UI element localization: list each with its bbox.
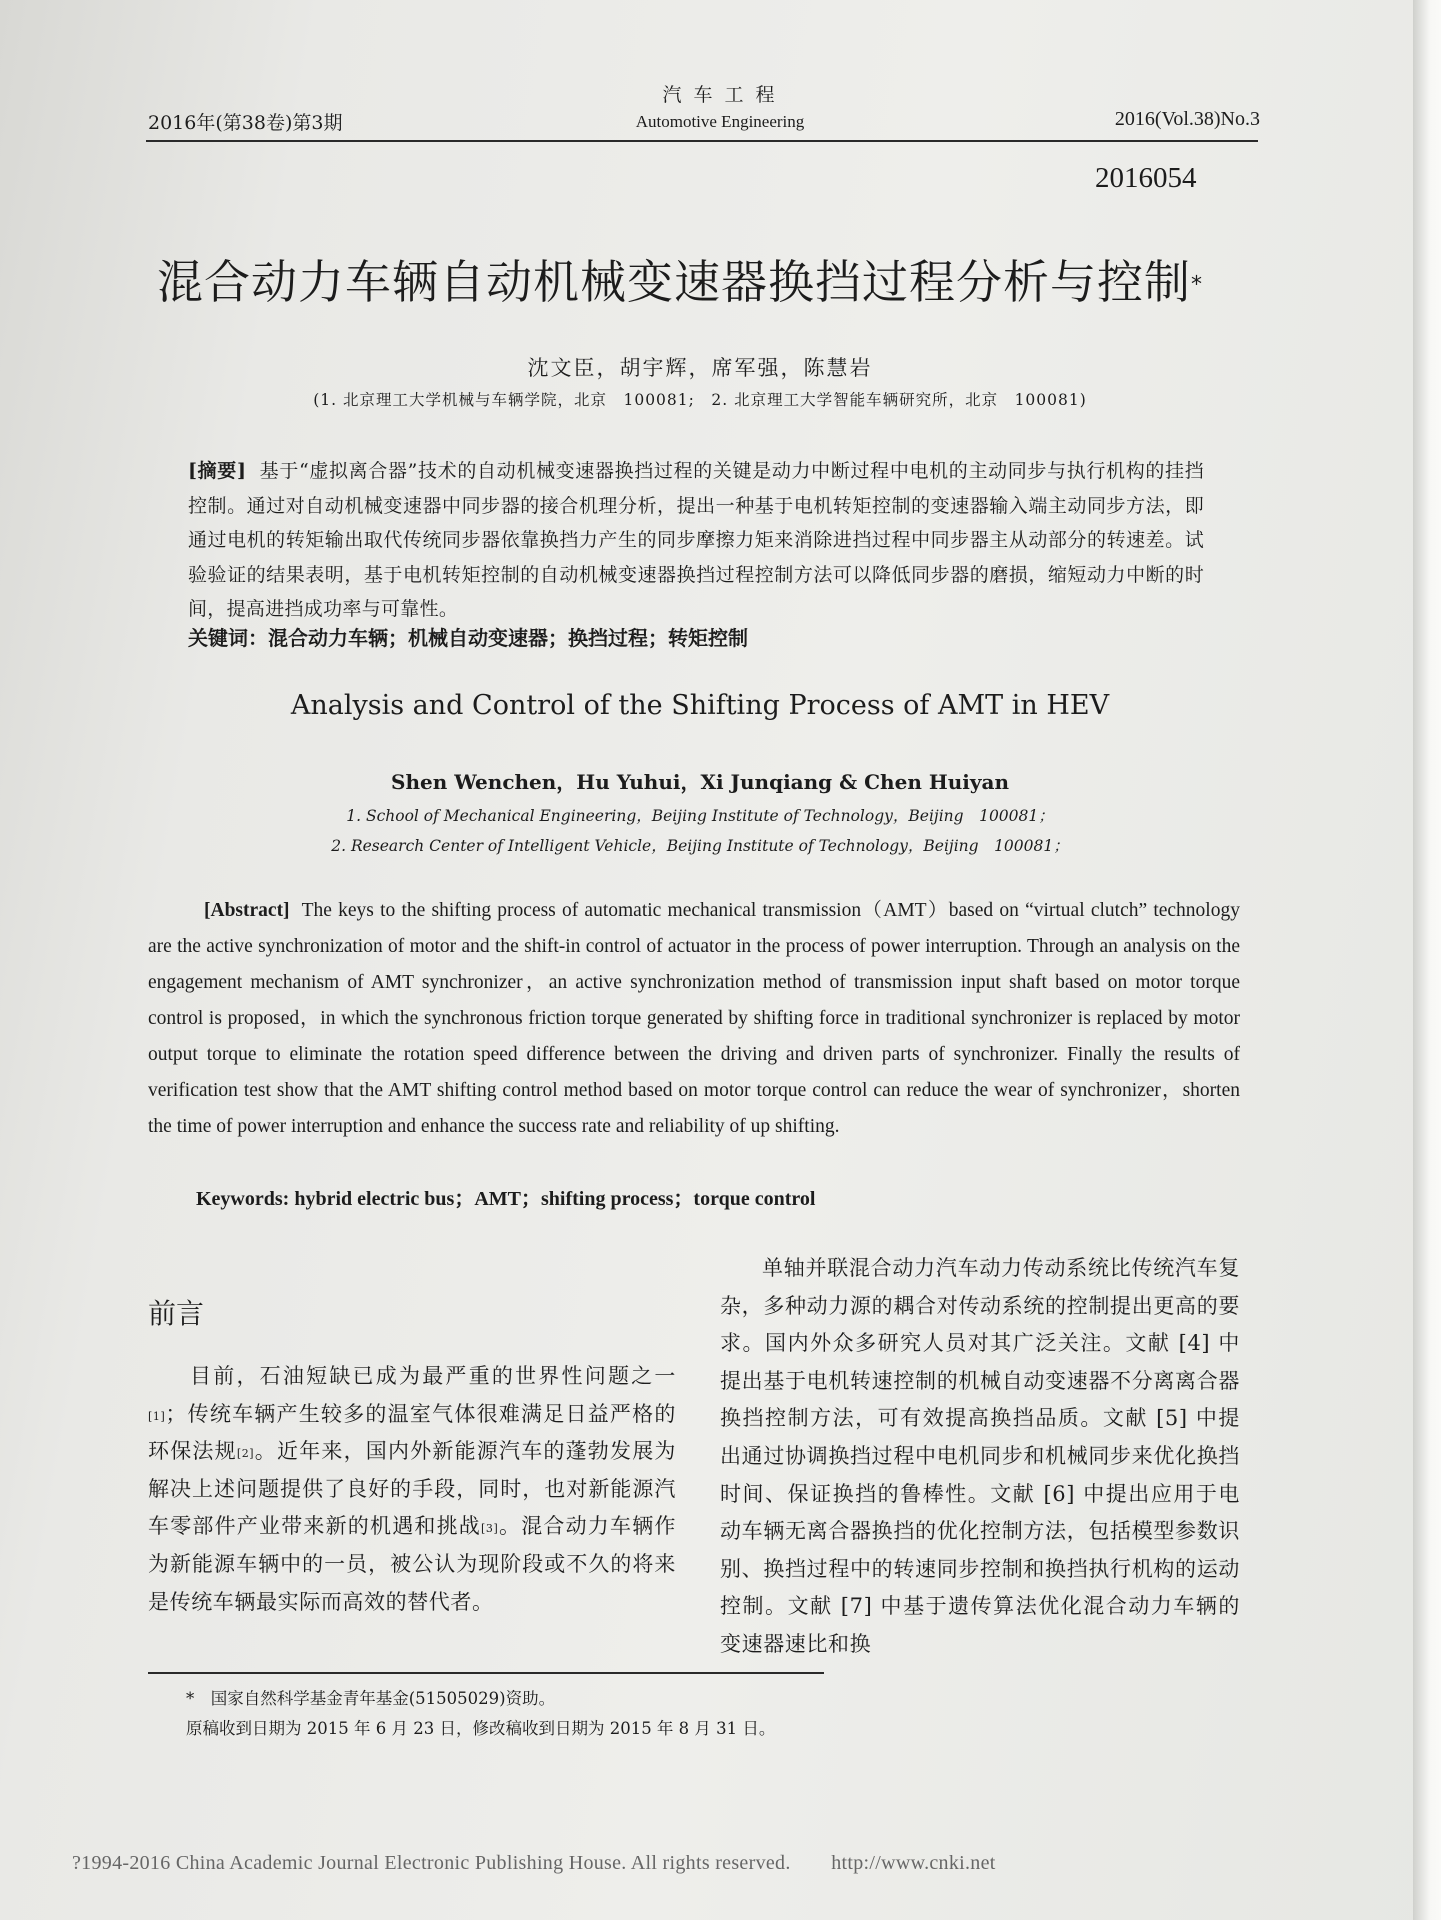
left-text-2: ；传统车辆产生较多的温室气体很难满足日益严格的环保法规 [148, 1401, 676, 1464]
section-title: 前言 [148, 1297, 205, 1330]
affiliation-en-2: 2. Research Center of Intelligent Vehicle，Beijing Institute of Technology，Beijing 100081； [331, 837, 1069, 855]
left-text-1: 目前，石油短缺已成为最严重的世界性问题之一 [190, 1364, 676, 1388]
header-journal-cn: 汽 车 工 程 [662, 84, 778, 106]
affiliation-en-1: 1. School of Mechanical Engineering，Beijing Institute of Technology，Beijing 100081； [346, 807, 1054, 825]
ref-3: [3] [481, 1522, 499, 1536]
header-issue-cn: 2016年(第38卷)第3期 [148, 112, 343, 134]
footnote-rule [148, 1672, 824, 1674]
left-text-3: 。近年来，国内外新能源汽车的蓬勃发展为解决上述问题提供了良好的手段，同时，也对新能源汽车零部件产业带来新的机遇和挑战 [148, 1439, 676, 1539]
keywords-cn-label: 关键词： [188, 626, 268, 650]
abstract-cn-text: 基于“虚拟离合器”技术的自动机械变速器换挡过程的关键是动力中断过程中电机的主动同步与执行机构的挂挡控制。通过对自动机械变速器中同步器的接合机理分析，提出一种基于电机转矩控制的变速器输入端主动同步方法，即通过电机的转矩输出取代传统同步器依靠换挡力产生的同步摩擦力矩来消除进挡过程中同步器主从动部分的转速差。试验验证的结果表明，基于电机转矩控制的自动机械变速器换挡过程控制方法可以降低同步器的磨损，缩短动力中断的时间，提高进挡成功率与可靠性。 [188, 460, 1204, 620]
footnote-fund: * 国家自然科学基金青年基金(51505029)资助。 [186, 1689, 556, 1708]
title-footnote-mark: * [1191, 272, 1203, 298]
abstract-en [148, 893, 1240, 1145]
keywords-en [196, 1182, 1236, 1211]
right-column-text: 单轴并联混合动力汽车动力传动系统比传统汽车复杂，多种动力源的耦合对传动系统的控制提出更高的要求。国内外众多研究人员对其广泛关注。文献 [4] 中提出基于电机转速控制的机械自动变速器不分离离合器换挡控制方法，可有效提高换挡品质。文献 [5] 中提出通过协调换挡过程中电机同步和机械同步来优化换挡时间、保证换挡的鲁棒性。文献 [6] 中提出应用于电动车辆无离合器换挡的优化控制方法，包括模型参数识别、换挡过程中的转速同步控制和换挡执行机构的运动控制。文献 [7] 中基于遗传算法优化混合动力车辆的变速器速比和换 [720, 1256, 1240, 1656]
page-edge-shadow [1413, 0, 1441, 1920]
abstract-en-label: [Abstract] [204, 900, 290, 921]
keywords-en-label: Keywords [196, 1188, 283, 1210]
footnote-dates: 原稿收到日期为 2015 年 6 月 23 日，修改稿收到日期为 2015 年 8 月 31 日。 [186, 1719, 776, 1738]
left-column-text [148, 1358, 676, 1621]
copyright-footer: ?1994-2016 China Academic Journal Electronic Publishing House. All rights reserved. http://www.cnki.net [72, 1852, 996, 1874]
title-en: Analysis and Control of the Shifting Process of AMT in HEV [290, 690, 1110, 721]
authors-en: Shen Wenchen，Hu Yuhui，Xi Junqiang & Chen Huiyan [391, 770, 1009, 794]
authors-cn: 沈文臣，胡宇辉，席军强，陈慧岩 [527, 356, 873, 380]
abstract-cn-label: [摘要] [188, 460, 247, 482]
affiliations-cn: (1. 北京理工大学机械与车辆学院，北京 100081; 2. 北京理工大学智能车辆研究所，北京 100081) [313, 391, 1087, 409]
keywords-en-text: : hybrid electric bus；AMT；shifting process；torque control [282, 1188, 816, 1210]
header-rule [146, 140, 1258, 142]
keywords-cn-text: 混合动力车辆；机械自动变速器；换挡过程；转矩控制 [268, 626, 748, 650]
abstract-en-text: The keys to the shifting process of automatic mechanical transmission（AMT）based on “virtual clutch” technology are the active synchronization of motor and the shift-in control of actuator in the process of power interruption. Through an analysis on the engagement mechanism of AMT synchronizer，an active synchronization method of transmission input shaft based on motor torque control is proposed，in which the synchronous friction torque generated by shifting force in traditional synchronizer is replaced by motor output torque to eliminate the rotation speed difference between the driving and driven parts of synchronizer. Finally the results of verification test show that the AMT shifting control method based on motor torque control can reduce the wear of synchronizer，shorten the time of power interruption and enhance the success rate and reliability of up shifting. [148, 900, 1240, 1137]
keywords-cn [188, 622, 1204, 651]
ref-2: [2] [236, 1447, 255, 1461]
header-issue-en: 2016(Vol.38)No.3 [1114, 108, 1260, 130]
title-cn [120, 246, 1240, 312]
header-journal-en: Automotive Engineering [635, 112, 805, 131]
title-cn-text: 混合动力车辆自动机械变速器换挡过程分析与控制 [157, 255, 1191, 309]
ref-1: [1] [148, 1409, 166, 1423]
left-text-4: 。混合动力车辆作为新能源车辆中的一员，被公认为现阶段或不久的将来是传统车辆最实际而高效的替代者。 [148, 1514, 676, 1614]
article-number: 2016054 [1095, 162, 1197, 194]
abstract-cn [188, 454, 1204, 627]
